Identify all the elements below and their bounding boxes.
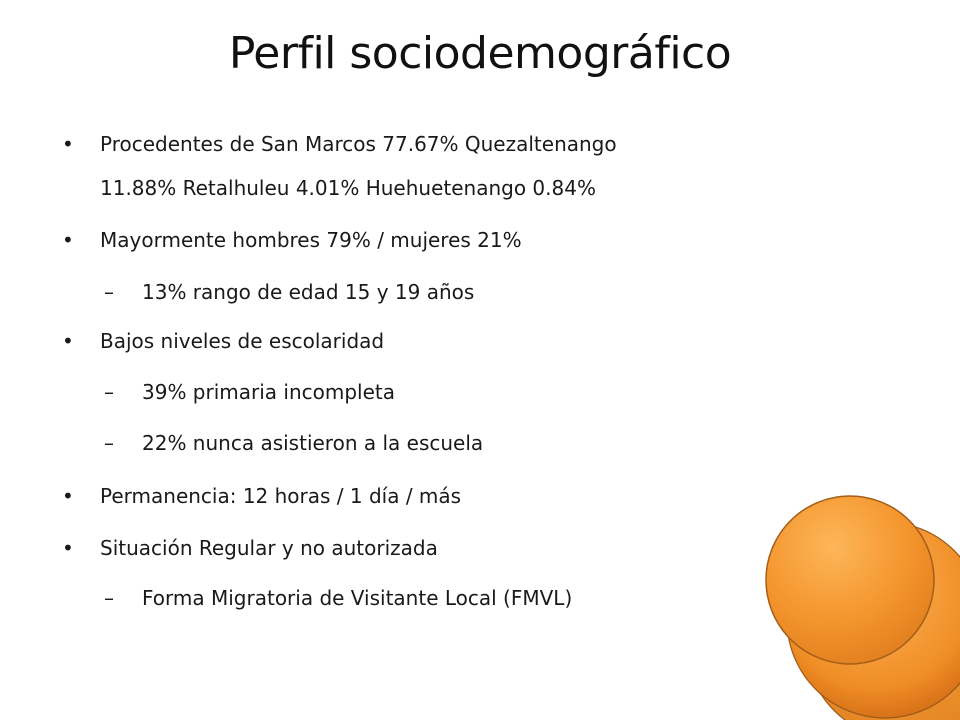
list-item: Procedentes de San Marcos 77.67% Quezaltenango	[100, 132, 617, 156]
bullet-icon: •	[62, 536, 74, 560]
list-item: Situación Regular y no autorizada	[100, 536, 438, 560]
orange-circles-decoration	[740, 490, 960, 720]
list-subitem: 13% rango de edad 15 y 19 años	[142, 280, 475, 304]
dash-icon: –	[104, 431, 114, 455]
bullet-icon: •	[62, 484, 74, 508]
list-subitem: Forma Migratoria de Visitante Local (FMVL)	[142, 586, 573, 610]
bullet-icon: •	[62, 329, 74, 353]
list-item: Bajos niveles de escolaridad	[100, 329, 385, 353]
list-subitem: 39% primaria incompleta	[142, 380, 396, 404]
list-item: Mayormente hombres 79% / mujeres 21%	[100, 228, 522, 252]
circle-front	[766, 496, 934, 664]
list-subitem: 22% nunca asistieron a la escuela	[142, 431, 484, 455]
slide-title: Perfil sociodemográfico	[228, 28, 732, 79]
dash-icon: –	[104, 380, 114, 404]
bullet-icon: •	[62, 132, 74, 156]
bullet-icon: •	[62, 228, 74, 252]
list-item-continuation: 11.88% Retalhuleu 4.01% Huehuetenango 0.84%	[100, 176, 596, 200]
list-item: Permanencia: 12 horas / 1 día / más	[100, 484, 462, 508]
dash-icon: –	[104, 586, 114, 610]
dash-icon: –	[104, 280, 114, 304]
